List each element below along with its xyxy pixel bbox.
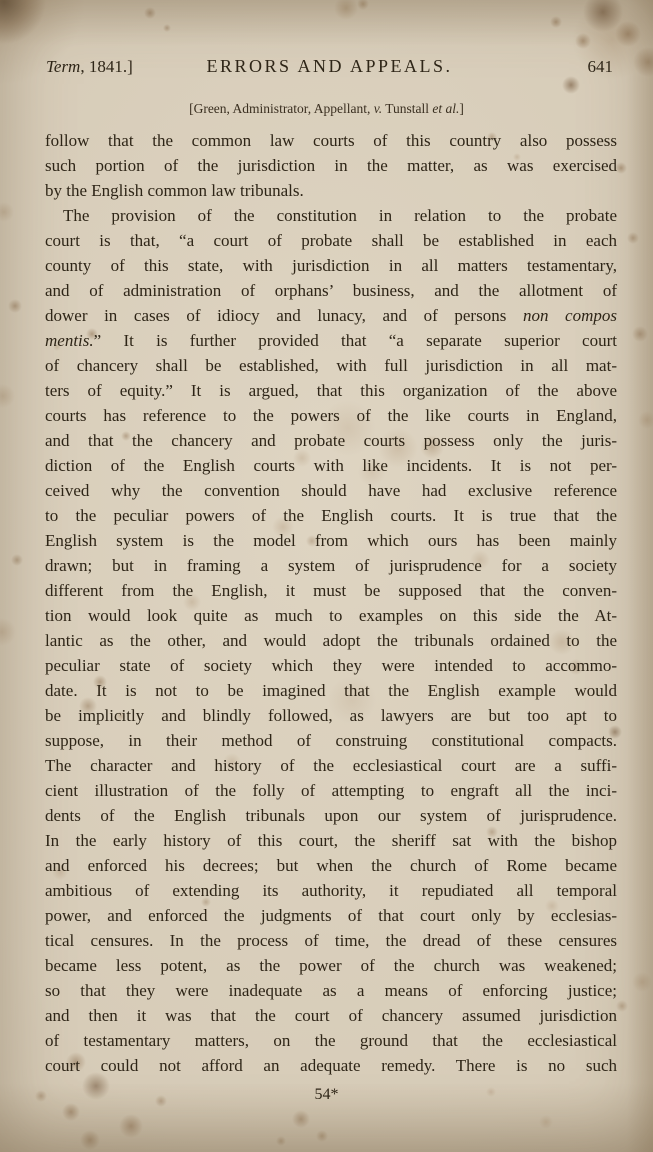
text-line xyxy=(45,228,617,253)
case-caption xyxy=(0,101,653,117)
text-segment: ters of equity.” It is argued, that this organization of the above xyxy=(45,381,617,400)
text-segment: such portion of the jurisdiction in the matter, as was exercised xyxy=(45,156,617,175)
text-segment: , 1841.] xyxy=(80,57,133,76)
text-line xyxy=(45,1053,617,1078)
text-segment: and that the chancery and probate courts possess only the juris- xyxy=(45,431,617,450)
running-header xyxy=(46,56,613,77)
text-line xyxy=(45,203,617,228)
text-line xyxy=(45,828,617,853)
text-segment: of testamentary matters, on the ground that the ecclesiastical xyxy=(45,1031,617,1050)
text-segment: court could not afford an adequate remedy. There is no such xyxy=(45,1056,617,1075)
text-line xyxy=(45,353,617,378)
text-segment: date. It is not to be imagined that the English example would xyxy=(45,681,617,700)
text-line xyxy=(45,378,617,403)
text-segment: ambitious of extending its authority, it repudiated all temporal xyxy=(45,881,617,900)
term-date xyxy=(46,57,206,77)
text-segment: tion would look quite as much to examples on this side the At- xyxy=(45,606,617,625)
text-segment: ] xyxy=(459,101,464,116)
text-segment: peculiar state of society which they were intended to accommo- xyxy=(45,656,617,675)
text-segment: Term xyxy=(46,57,81,76)
text-line xyxy=(45,1028,617,1053)
page-title: ERRORS AND APPEALS. xyxy=(206,56,453,76)
text-segment: tical censures. In the process of time, the dread of these censures xyxy=(45,931,617,950)
text-segment: In the early history of this court, the sheriff sat with the bishop xyxy=(45,831,617,850)
text-segment: suppose, in their method of construing constitutional compacts. xyxy=(45,731,617,750)
text-segment: became less potent, as the power of the church was weakened; xyxy=(45,956,617,975)
text-segment: courts has reference to the powers of the like courts in England, xyxy=(45,406,617,425)
text-segment: power, and enforced the judgments of that court only by ecclesias- xyxy=(45,906,617,925)
text-segment: follow that the common law courts of this country also possess xyxy=(45,131,617,150)
text-segment: and then it was that the court of chancery assumed jurisdiction xyxy=(45,1006,617,1025)
text-line xyxy=(45,403,617,428)
text-segment: county of this state, with jurisdiction in all matters testamentary, xyxy=(45,256,617,275)
text-line xyxy=(45,528,617,553)
text-line xyxy=(45,628,617,653)
text-segment: et al. xyxy=(432,101,460,116)
text-line xyxy=(45,953,617,978)
text-segment: drawn; but in framing a system of jurisprudence for a society xyxy=(45,556,617,575)
text-line xyxy=(45,653,617,678)
text-segment: so that they were inadequate as a means of enforcing justice; xyxy=(45,981,617,1000)
text-line xyxy=(45,428,617,453)
text-segment: English system is the model from which ours has been mainly xyxy=(45,531,617,550)
text-segment: Tunstall xyxy=(382,101,433,116)
text-line xyxy=(45,703,617,728)
text-line xyxy=(45,928,617,953)
text-segment: diction of the English courts with like incidents. It is not per- xyxy=(45,456,617,475)
body-text xyxy=(45,128,617,1078)
text-line xyxy=(45,128,617,153)
text-segment: be implicitly and blindly followed, as lawyers are but too apt to xyxy=(45,706,617,725)
text-line xyxy=(45,578,617,603)
text-segment: to the peculiar powers of the English courts. It is true that the xyxy=(45,506,617,525)
text-segment: cient illustration of the folly of attempting to engraft all the inci- xyxy=(45,781,617,800)
text-segment: The provision of the constitution in relation to the probate xyxy=(63,206,617,225)
text-segment: by the English common law tribunals. xyxy=(45,181,304,200)
text-line xyxy=(45,328,617,353)
signature-mark: 54* xyxy=(314,1086,339,1103)
text-segment: of chancery shall be established, with full jurisdiction in all mat- xyxy=(45,356,617,375)
text-line xyxy=(45,178,617,203)
text-line xyxy=(45,878,617,903)
text-line xyxy=(45,853,617,878)
text-segment: ” It is further provided that “a separate superior court xyxy=(93,331,617,350)
text-line xyxy=(45,1003,617,1028)
text-segment: dower in cases of idiocy and lunacy, and of persons xyxy=(45,306,523,325)
text-line xyxy=(45,978,617,1003)
text-segment: and of administration of orphans’ business, and the allotment of xyxy=(45,281,617,300)
text-line xyxy=(45,503,617,528)
text-segment: mentis. xyxy=(45,331,94,350)
text-line xyxy=(45,678,617,703)
text-line xyxy=(45,553,617,578)
text-line xyxy=(45,753,617,778)
text-segment: and enforced his decrees; but when the church of Rome became xyxy=(45,856,617,875)
text-line xyxy=(45,728,617,753)
text-segment: [Green, Administrator, Appellant, xyxy=(189,101,374,116)
text-segment: dents of the English tribunals upon our system of jurisprudence. xyxy=(45,806,617,825)
text-segment: non compos xyxy=(522,306,617,325)
text-line xyxy=(45,303,617,328)
text-line xyxy=(45,278,617,303)
text-line xyxy=(45,903,617,928)
text-segment: The character and history of the ecclesiastical court are a suffi- xyxy=(45,756,617,775)
text-line xyxy=(45,253,617,278)
text-segment: ceived why the convention should have had exclusive reference xyxy=(45,481,617,500)
text-segment: lantic as the other, and would adopt the tribunals ordained to the xyxy=(45,631,617,650)
text-segment: court is that, “a court of probate shall be established in each xyxy=(45,231,617,250)
text-segment: v. xyxy=(373,101,383,116)
text-segment: different from the English, it must be supposed that the conven- xyxy=(45,581,617,600)
text-line xyxy=(45,778,617,803)
page-number: 641 xyxy=(587,57,613,76)
text-line xyxy=(45,478,617,503)
text-line xyxy=(45,603,617,628)
text-line xyxy=(45,153,617,178)
text-line xyxy=(45,453,617,478)
text-line xyxy=(45,803,617,828)
